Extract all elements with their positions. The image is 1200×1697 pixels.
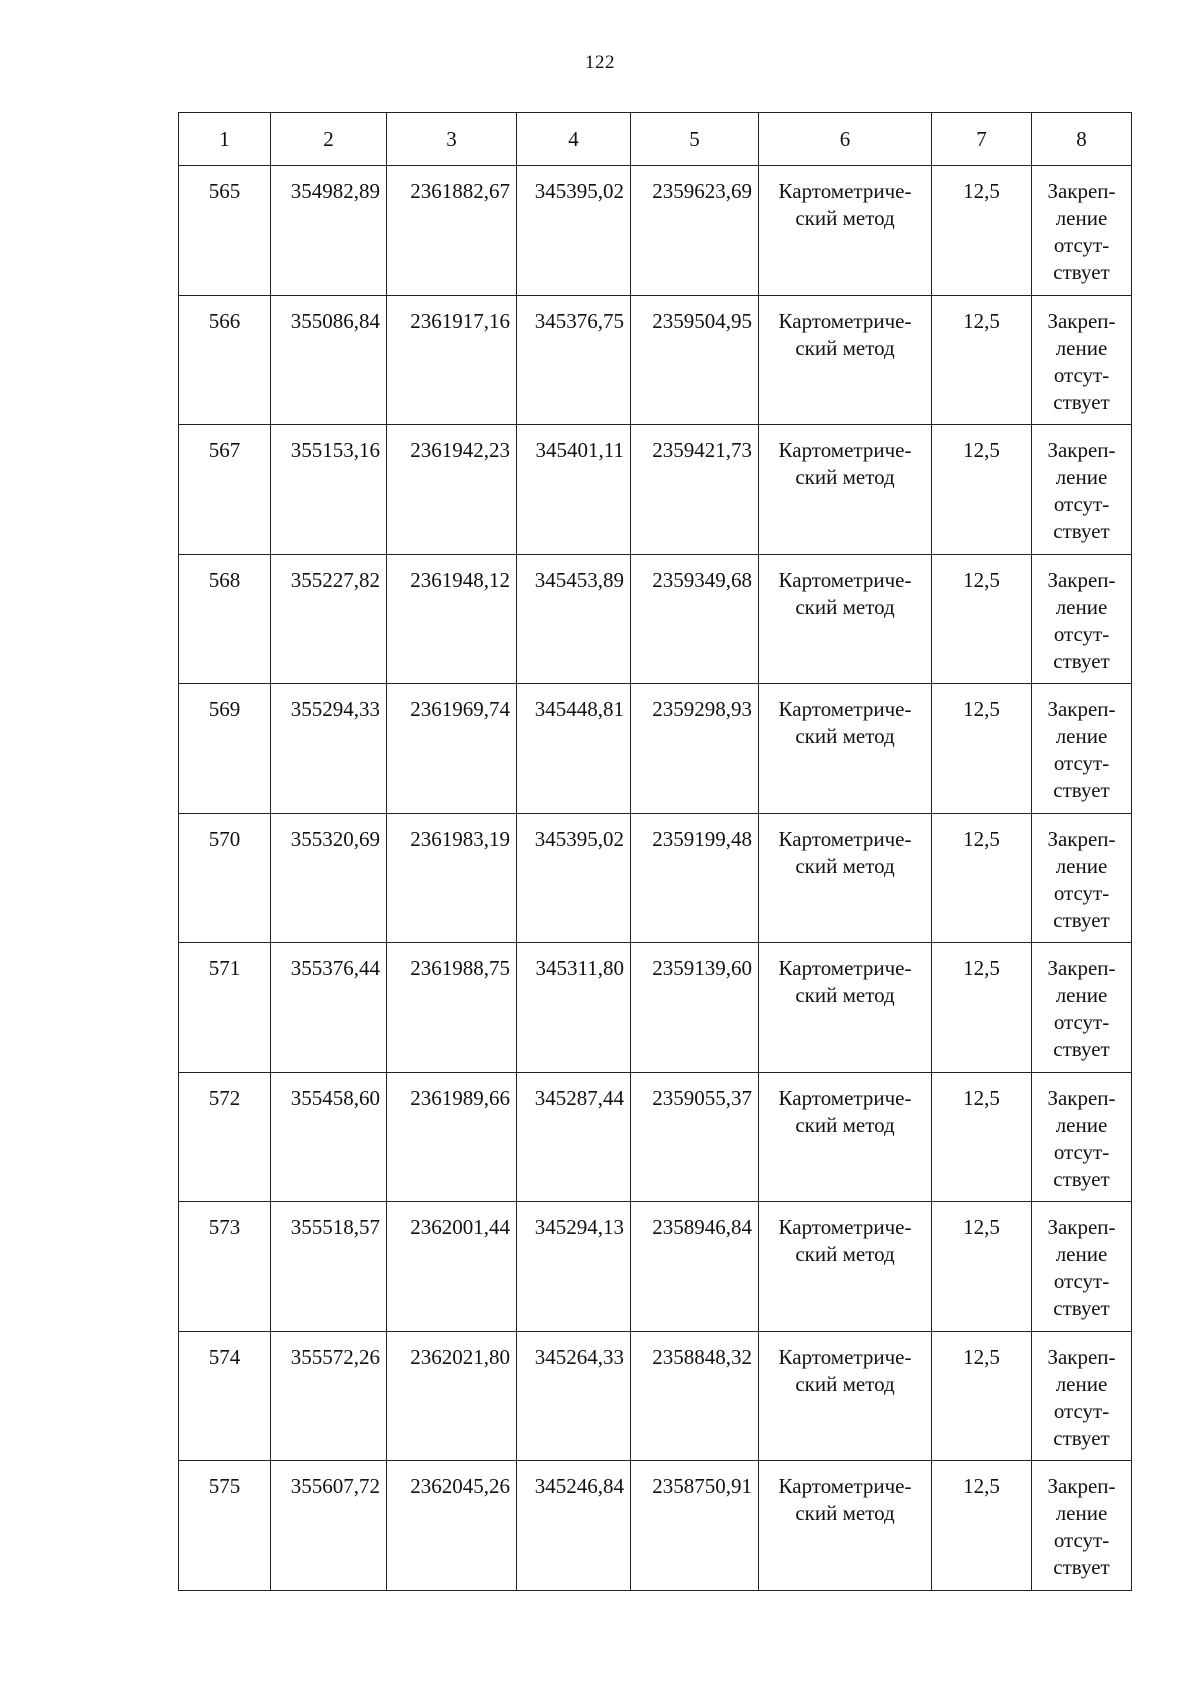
fixing-line: ление — [1055, 1371, 1108, 1396]
point-number-cell: 565 — [179, 166, 271, 296]
method-cell — [759, 1202, 932, 1332]
method-line: ский метод — [795, 724, 895, 748]
table-row — [179, 425, 1132, 555]
method-line: Картометриче- — [778, 1215, 912, 1239]
point-number-cell: 566 — [179, 295, 271, 425]
x2-coordinate-cell: 345395,02 — [517, 166, 631, 296]
point-number-cell: 573 — [179, 1202, 271, 1332]
fixing-line: отсут- — [1053, 880, 1110, 905]
method-line: ский метод — [795, 1242, 895, 1266]
point-number-cell: 572 — [179, 1072, 271, 1202]
accuracy-cell: 12,5 — [932, 1202, 1032, 1332]
fixing-line: Закреп- — [1047, 1215, 1116, 1239]
point-number-cell: 569 — [179, 684, 271, 814]
x1-coordinate-cell: 355153,16 — [271, 425, 387, 555]
x2-coordinate-cell: 345448,81 — [517, 684, 631, 814]
accuracy-cell: 12,5 — [932, 1461, 1032, 1591]
fixing-line: Закреп- — [1047, 697, 1116, 721]
column-header-4: 4 — [517, 113, 631, 166]
fixing-line: ствует — [1053, 778, 1110, 802]
fixing-line: ление — [1055, 206, 1108, 230]
y2-coordinate-cell: 2358946,84 — [631, 1202, 759, 1332]
method-cell — [759, 1461, 932, 1591]
point-number-cell: 570 — [179, 813, 271, 943]
fixing-line: ствует — [1053, 1037, 1110, 1061]
fixing-line: ствует — [1053, 260, 1110, 284]
x2-coordinate-cell: 345395,02 — [517, 813, 631, 943]
fixing-line: отсут- — [1053, 1269, 1110, 1293]
y2-coordinate-cell: 2358750,91 — [631, 1461, 759, 1591]
method-cell — [759, 813, 932, 943]
x1-coordinate-cell: 355607,72 — [271, 1461, 387, 1591]
y2-coordinate-cell: 2359504,95 — [631, 295, 759, 425]
fixing-line: отсут- — [1053, 1010, 1110, 1034]
fixing-line: ствует — [1053, 907, 1110, 932]
method-line: Картометриче- — [778, 308, 912, 333]
y2-coordinate-cell: 2358848,32 — [631, 1331, 759, 1461]
table-row — [179, 1461, 1132, 1591]
y1-coordinate-cell: 2361983,19 — [387, 813, 517, 943]
method-cell — [759, 166, 932, 296]
fixing-line: отсут- — [1053, 492, 1110, 516]
table-row — [179, 943, 1132, 1073]
accuracy-cell: 12,5 — [932, 554, 1032, 684]
fixing-line: ствует — [1053, 389, 1110, 414]
fixing-line: Закреп- — [1047, 567, 1116, 592]
column-header-1: 1 — [179, 113, 271, 166]
table-row — [179, 295, 1132, 425]
fixing-line: ление — [1055, 1242, 1108, 1266]
y1-coordinate-cell: 2361989,66 — [387, 1072, 517, 1202]
table-row — [179, 554, 1132, 684]
point-number-cell: 574 — [179, 1331, 271, 1461]
x2-coordinate-cell: 345453,89 — [517, 554, 631, 684]
fixing-line: отсут- — [1053, 362, 1110, 387]
fixing-line: отсут- — [1053, 1139, 1110, 1164]
fixing-line: ствует — [1053, 519, 1110, 543]
y1-coordinate-cell: 2362021,80 — [387, 1331, 517, 1461]
table-row — [179, 1331, 1132, 1461]
fixing-line: отсут- — [1053, 621, 1110, 646]
fixing-line: ление — [1055, 1112, 1108, 1137]
y2-coordinate-cell: 2359139,60 — [631, 943, 759, 1073]
table-row — [179, 1202, 1132, 1332]
fixing-cell — [1032, 1072, 1132, 1202]
x1-coordinate-cell: 354982,89 — [271, 166, 387, 296]
coordinates-table — [178, 112, 1132, 1591]
column-header-7: 7 — [932, 113, 1032, 166]
x1-coordinate-cell: 355458,60 — [271, 1072, 387, 1202]
x1-coordinate-cell: 355572,26 — [271, 1331, 387, 1461]
accuracy-cell: 12,5 — [932, 1331, 1032, 1461]
accuracy-cell: 12,5 — [932, 425, 1032, 555]
fixing-cell — [1032, 295, 1132, 425]
method-line: ский метод — [795, 594, 895, 619]
x2-coordinate-cell: 345311,80 — [517, 943, 631, 1073]
table-row — [179, 813, 1132, 943]
fixing-line: ствует — [1053, 1166, 1110, 1191]
y2-coordinate-cell: 2359421,73 — [631, 425, 759, 555]
fixing-line: ление — [1055, 983, 1108, 1007]
method-cell — [759, 684, 932, 814]
fixing-line: ствует — [1053, 1296, 1110, 1320]
x1-coordinate-cell: 355518,57 — [271, 1202, 387, 1332]
fixing-line: ление — [1055, 594, 1108, 619]
fixing-cell — [1032, 1202, 1132, 1332]
method-line: Картометриче- — [778, 956, 912, 980]
point-number-cell: 571 — [179, 943, 271, 1073]
method-cell — [759, 295, 932, 425]
x1-coordinate-cell: 355294,33 — [271, 684, 387, 814]
fixing-line: ление — [1055, 724, 1108, 748]
fixing-line: ление — [1055, 335, 1108, 360]
column-header-3: 3 — [387, 113, 517, 166]
x1-coordinate-cell: 355376,44 — [271, 943, 387, 1073]
accuracy-cell: 12,5 — [932, 166, 1032, 296]
fixing-line: ствует — [1053, 1425, 1110, 1450]
method-cell — [759, 425, 932, 555]
method-cell — [759, 1331, 932, 1461]
column-header-2: 2 — [271, 113, 387, 166]
method-line: ский метод — [795, 1371, 895, 1396]
y2-coordinate-cell: 2359623,69 — [631, 166, 759, 296]
fixing-cell — [1032, 684, 1132, 814]
fixing-line: отсут- — [1053, 1398, 1110, 1423]
column-header-8: 8 — [1032, 113, 1132, 166]
method-line: ский метод — [795, 983, 895, 1007]
fixing-line: Закреп- — [1047, 826, 1116, 851]
fixing-line: Закреп- — [1047, 308, 1116, 333]
column-header-5: 5 — [631, 113, 759, 166]
y1-coordinate-cell: 2361969,74 — [387, 684, 517, 814]
fixing-cell — [1032, 166, 1132, 296]
point-number-cell: 568 — [179, 554, 271, 684]
fixing-line: ление — [1055, 853, 1108, 878]
y2-coordinate-cell: 2359298,93 — [631, 684, 759, 814]
fixing-cell — [1032, 554, 1132, 684]
fixing-line: Закреп- — [1047, 1344, 1116, 1369]
table-row — [179, 1072, 1132, 1202]
fixing-line: ление — [1055, 465, 1108, 489]
fixing-line: Закреп- — [1047, 438, 1116, 462]
method-line: ский метод — [795, 1112, 895, 1137]
accuracy-cell: 12,5 — [932, 295, 1032, 425]
fixing-cell — [1032, 1331, 1132, 1461]
accuracy-cell: 12,5 — [932, 943, 1032, 1073]
method-line: ский метод — [795, 465, 895, 489]
point-number-cell: 567 — [179, 425, 271, 555]
x2-coordinate-cell: 345294,13 — [517, 1202, 631, 1332]
method-line: ский метод — [795, 1501, 895, 1525]
y1-coordinate-cell: 2361948,12 — [387, 554, 517, 684]
accuracy-cell: 12,5 — [932, 684, 1032, 814]
fixing-cell — [1032, 1461, 1132, 1591]
fixing-line: Закреп- — [1047, 1474, 1116, 1498]
method-line: ский метод — [795, 206, 895, 230]
y1-coordinate-cell: 2362001,44 — [387, 1202, 517, 1332]
x1-coordinate-cell: 355320,69 — [271, 813, 387, 943]
fixing-line: отсут- — [1053, 233, 1110, 257]
table-body — [179, 166, 1132, 1591]
x2-coordinate-cell: 345246,84 — [517, 1461, 631, 1591]
point-number-cell: 575 — [179, 1461, 271, 1591]
method-line: Картометриче- — [778, 179, 912, 203]
table-row — [179, 684, 1132, 814]
fixing-line: Закреп- — [1047, 956, 1116, 980]
method-line: ский метод — [795, 853, 895, 878]
y2-coordinate-cell: 2359055,37 — [631, 1072, 759, 1202]
y2-coordinate-cell: 2359349,68 — [631, 554, 759, 684]
table-row — [179, 166, 1132, 296]
x1-coordinate-cell: 355227,82 — [271, 554, 387, 684]
fixing-line: ствует — [1053, 648, 1110, 673]
method-cell — [759, 943, 932, 1073]
y2-coordinate-cell: 2359199,48 — [631, 813, 759, 943]
fixing-line: отсут- — [1053, 751, 1110, 775]
x1-coordinate-cell: 355086,84 — [271, 295, 387, 425]
method-line: Картометриче- — [778, 1085, 912, 1110]
column-header-6: 6 — [759, 113, 932, 166]
page-number: 122 — [585, 52, 615, 73]
table-header-row — [179, 113, 1132, 166]
fixing-line: ление — [1055, 1501, 1108, 1525]
accuracy-cell: 12,5 — [932, 1072, 1032, 1202]
x2-coordinate-cell: 345401,11 — [517, 425, 631, 555]
fixing-cell — [1032, 425, 1132, 555]
y1-coordinate-cell: 2361942,23 — [387, 425, 517, 555]
y1-coordinate-cell: 2361882,67 — [387, 166, 517, 296]
method-line: Картометриче- — [778, 826, 912, 851]
x2-coordinate-cell: 345376,75 — [517, 295, 631, 425]
method-cell — [759, 554, 932, 684]
fixing-line: отсут- — [1053, 1528, 1110, 1552]
x2-coordinate-cell: 345287,44 — [517, 1072, 631, 1202]
fixing-cell — [1032, 813, 1132, 943]
x2-coordinate-cell: 345264,33 — [517, 1331, 631, 1461]
method-line: Картометриче- — [778, 1474, 912, 1498]
method-line: Картометриче- — [778, 567, 912, 592]
fixing-line: Закреп- — [1047, 1085, 1116, 1110]
fixing-line: ствует — [1053, 1555, 1110, 1579]
method-line: Картометриче- — [778, 1344, 912, 1369]
fixing-cell — [1032, 943, 1132, 1073]
y1-coordinate-cell: 2361988,75 — [387, 943, 517, 1073]
method-cell — [759, 1072, 932, 1202]
fixing-line: Закреп- — [1047, 179, 1116, 203]
method-line: ский метод — [795, 335, 895, 360]
method-line: Картометриче- — [778, 697, 912, 721]
accuracy-cell: 12,5 — [932, 813, 1032, 943]
method-line: Картометриче- — [778, 438, 912, 462]
y1-coordinate-cell: 2361917,16 — [387, 295, 517, 425]
y1-coordinate-cell: 2362045,26 — [387, 1461, 517, 1591]
